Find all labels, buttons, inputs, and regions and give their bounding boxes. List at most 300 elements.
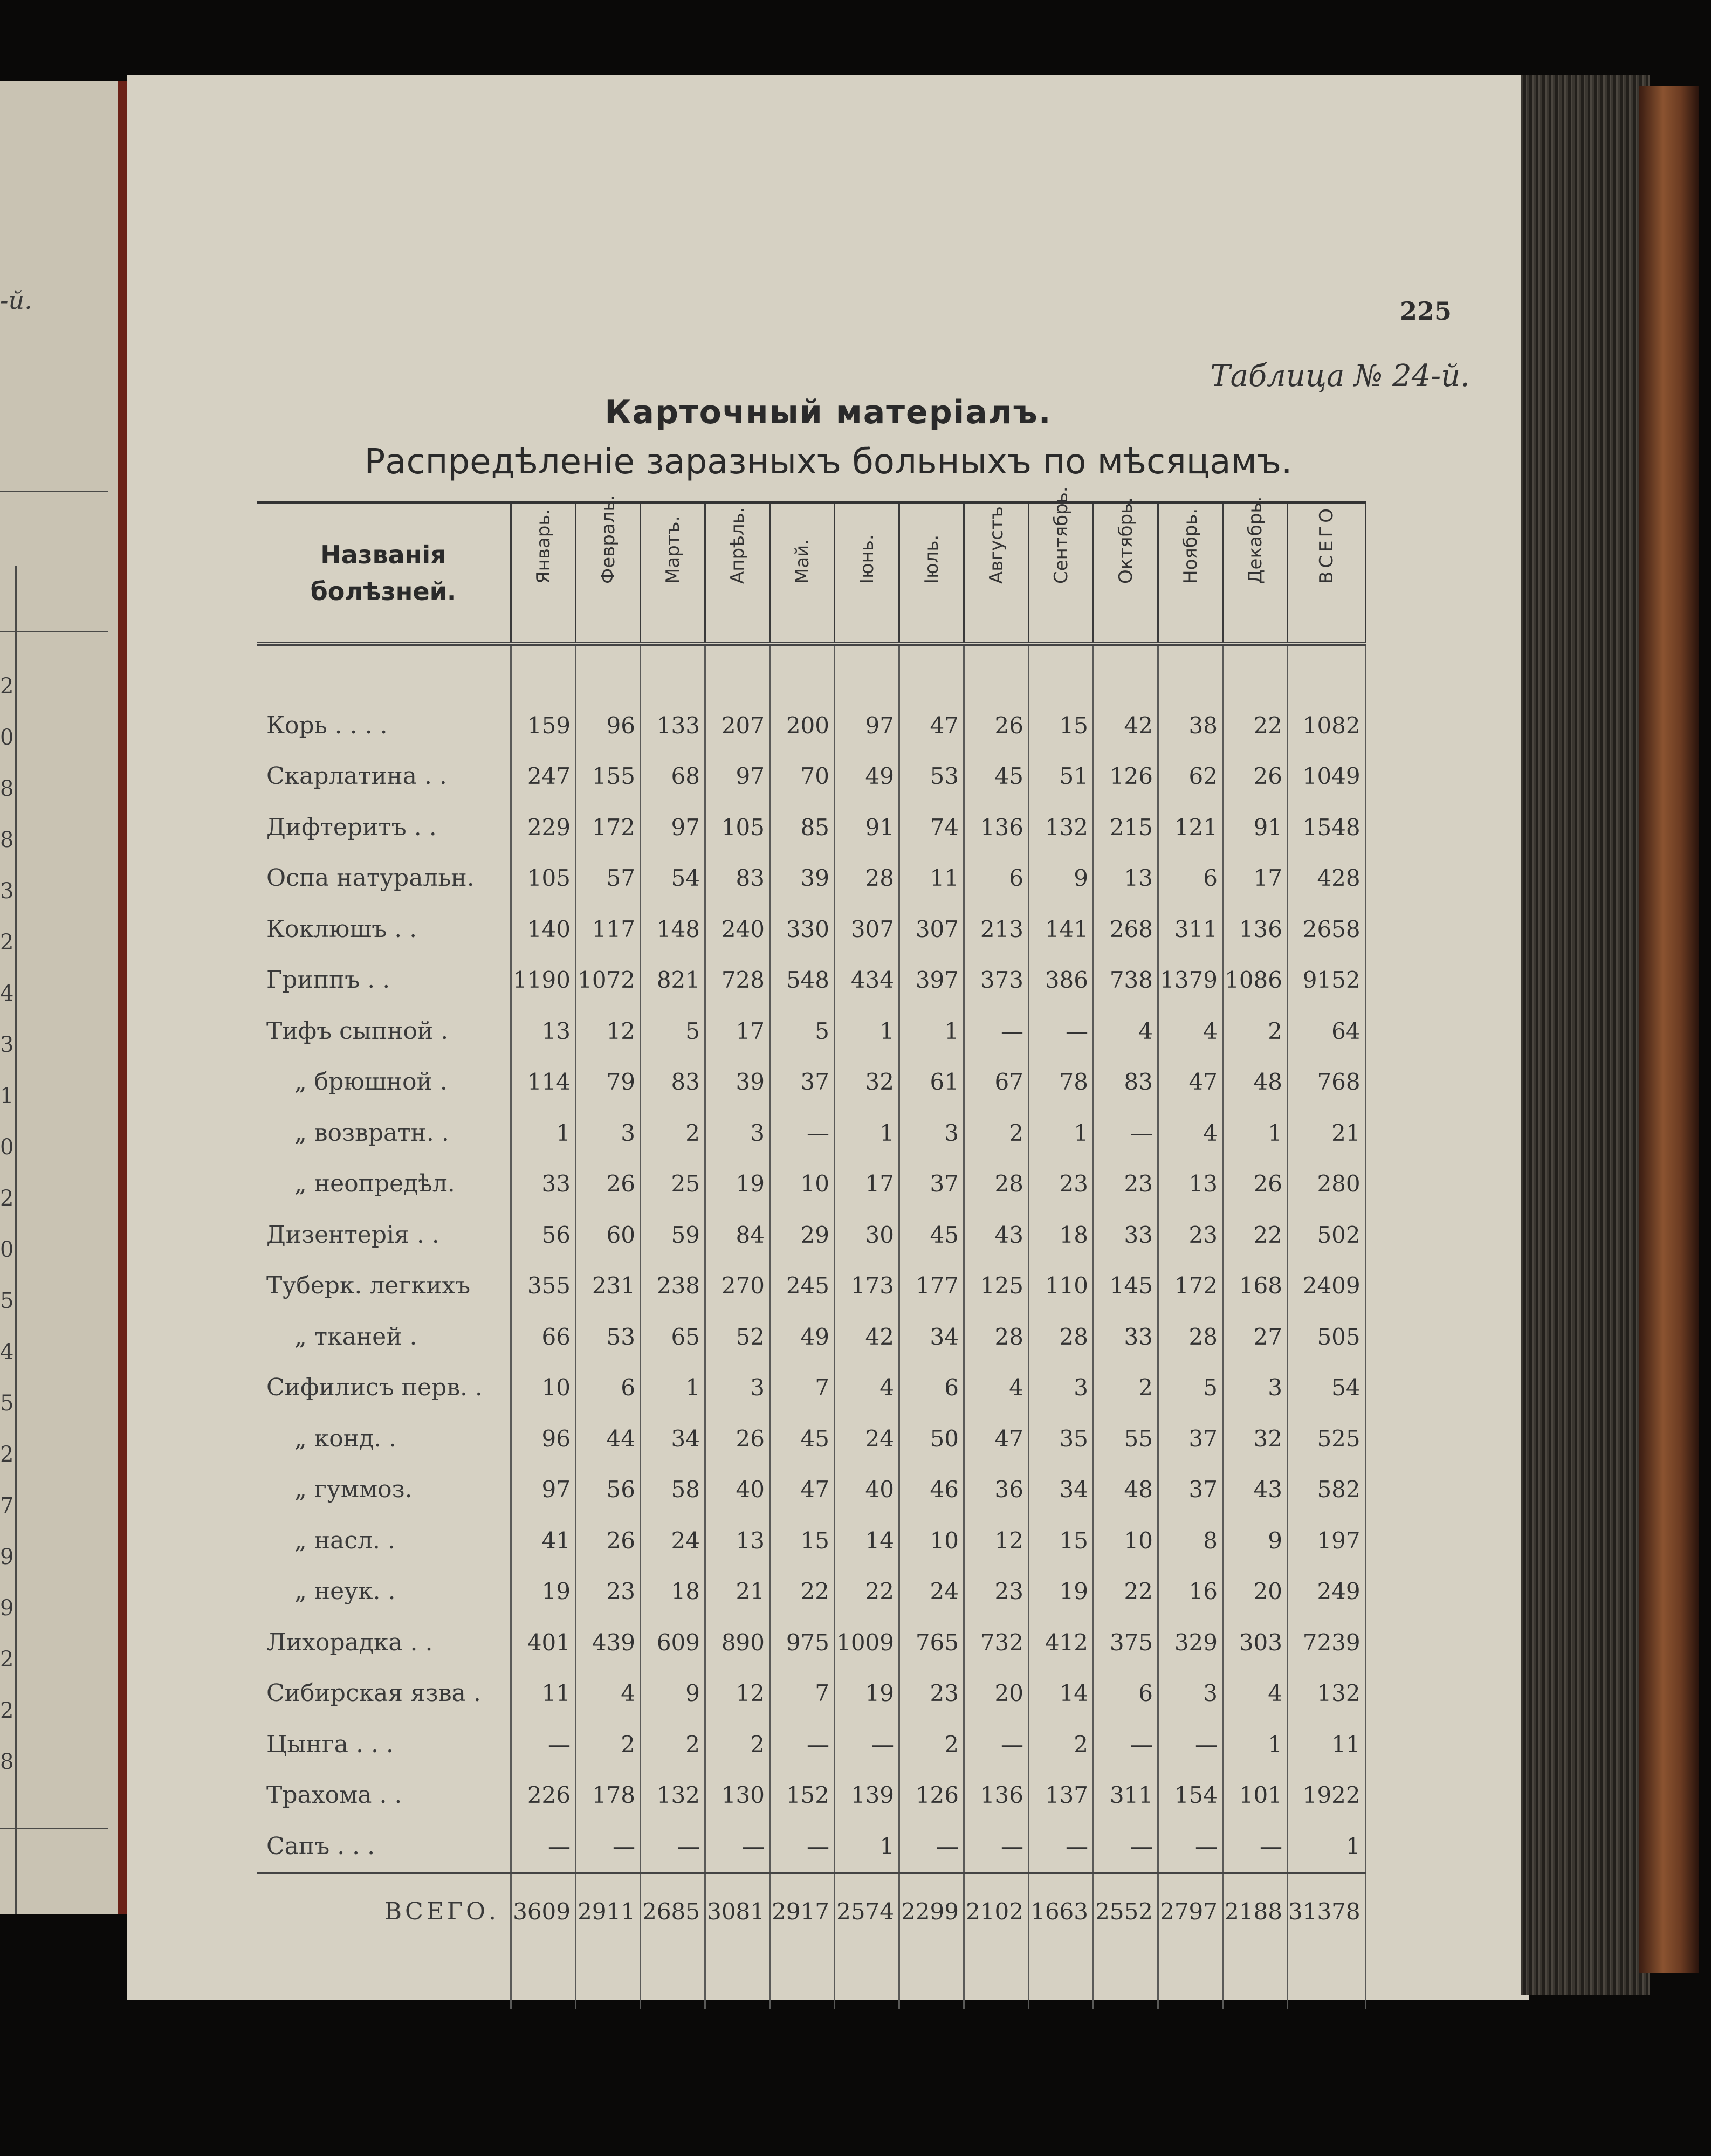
month-value: 10 — [770, 1159, 835, 1210]
month-value: 3 — [1223, 1362, 1288, 1414]
month-value: 226 — [511, 1770, 576, 1821]
month-total: 3081 — [705, 1873, 770, 1950]
month-value: 22 — [835, 1566, 899, 1617]
page-number: 225 — [1400, 297, 1452, 326]
left-page-digit: 4 — [0, 981, 14, 1006]
page-subtitle: Распредѣленіе заразныхъ больныхъ по мѣсяцамъ. — [364, 442, 1293, 482]
month-value: 133 — [641, 700, 705, 751]
disease-name: „ неук. . — [294, 1578, 396, 1606]
disease-name: Тифъ сыпной . — [266, 1017, 449, 1045]
month-value: 2 — [576, 1719, 641, 1770]
month-total: 2911 — [576, 1873, 641, 1950]
month-value: — — [770, 1107, 835, 1159]
disease-name: Сапъ . . . — [266, 1832, 375, 1860]
month-value: 68 — [641, 751, 705, 802]
row-total: 502 — [1288, 1209, 1366, 1260]
spacer-cell — [257, 644, 511, 700]
month-value: 23 — [576, 1566, 641, 1617]
month-value: 1 — [835, 1005, 899, 1057]
month-value: 329 — [1158, 1617, 1223, 1668]
month-value: 12 — [705, 1668, 770, 1719]
month-value: 401 — [511, 1617, 576, 1668]
month-value: 4 — [1158, 1107, 1223, 1159]
spacer-cell — [1223, 644, 1288, 700]
month-value: 38 — [1158, 700, 1223, 751]
left-page-rule — [0, 491, 108, 492]
month-value: 61 — [899, 1057, 964, 1108]
month-value: 4 — [964, 1362, 1029, 1414]
left-page-digit: 2 — [0, 1442, 14, 1467]
month-total: 1663 — [1029, 1873, 1094, 1950]
month-value: 148 — [641, 904, 705, 955]
row-total: 54 — [1288, 1362, 1366, 1414]
month-value: 7 — [770, 1362, 835, 1414]
month-value: 2 — [641, 1719, 705, 1770]
month-value: 40 — [705, 1464, 770, 1516]
month-value: 56 — [576, 1464, 641, 1516]
disease-name: Лихорадка . . — [266, 1628, 433, 1656]
disease-name: Туберк. легкихъ — [266, 1272, 471, 1300]
month-value: 1 — [1223, 1107, 1288, 1159]
row-total: 1 — [1288, 1821, 1366, 1873]
month-value: 67 — [964, 1057, 1029, 1108]
month-value: 48 — [1094, 1464, 1158, 1516]
month-value: — — [899, 1821, 964, 1873]
month-value: 229 — [511, 802, 576, 853]
month-value: 25 — [641, 1159, 705, 1210]
month-value: 355 — [511, 1260, 576, 1312]
month-value: 41 — [511, 1515, 576, 1566]
month-value: 172 — [1158, 1260, 1223, 1312]
disease-table-container — [257, 486, 1492, 2009]
disease-name: „ конд. . — [294, 1424, 397, 1452]
month-value: 54 — [641, 853, 705, 904]
month-value: 268 — [1094, 904, 1158, 955]
month-value: 83 — [641, 1057, 705, 1108]
row-total: 2409 — [1288, 1260, 1366, 1312]
month-value: 47 — [770, 1464, 835, 1516]
month-value: 439 — [576, 1617, 641, 1668]
month-value: 56 — [511, 1209, 576, 1260]
month-value: 6 — [964, 853, 1029, 904]
month-value: 40 — [835, 1464, 899, 1516]
month-value: — — [705, 1821, 770, 1873]
spacer-cell — [641, 644, 705, 700]
month-value: — — [641, 1821, 705, 1873]
month-value: 29 — [770, 1209, 835, 1260]
month-header-label: Апрѣль. — [726, 507, 748, 584]
spacer-cell — [1288, 1950, 1366, 2009]
month-value: 24 — [835, 1413, 899, 1464]
spacer-cell — [835, 1950, 899, 2009]
disease-name: Цынга . . . — [266, 1730, 394, 1758]
spacer-cell — [899, 644, 964, 700]
table-row — [257, 1159, 1365, 1210]
month-value: — — [1158, 1719, 1223, 1770]
month-value: 15 — [1029, 700, 1094, 751]
month-value: 140 — [511, 904, 576, 955]
row-total: 428 — [1288, 853, 1366, 904]
month-value: 57 — [576, 853, 641, 904]
month-value: 4 — [1094, 1005, 1158, 1057]
month-value: 125 — [964, 1260, 1029, 1312]
month-value: 137 — [1029, 1770, 1094, 1821]
month-value: 35 — [1029, 1413, 1094, 1464]
month-value: 27 — [1223, 1311, 1288, 1362]
disease-name: „ гуммоз. — [294, 1476, 413, 1504]
month-value: 386 — [1029, 955, 1094, 1006]
month-value: 141 — [1029, 904, 1094, 955]
month-value: 83 — [705, 853, 770, 904]
month-value: — — [576, 1821, 641, 1873]
month-value: 173 — [835, 1260, 899, 1312]
month-value: 20 — [964, 1668, 1029, 1719]
month-value: 765 — [899, 1617, 964, 1668]
left-page-digit: 8 — [0, 776, 14, 801]
left-page-heading-fragment: -й. — [0, 286, 32, 315]
month-value: 136 — [1223, 904, 1288, 955]
table-tail-row — [257, 1950, 1365, 2009]
month-value: 126 — [1094, 751, 1158, 802]
disease-name: „ брюшной . — [294, 1068, 448, 1096]
month-value: 177 — [899, 1260, 964, 1312]
spacer-cell — [1223, 1950, 1288, 2009]
month-value: — — [1094, 1821, 1158, 1873]
month-value: 96 — [511, 1413, 576, 1464]
month-value: 19 — [705, 1159, 770, 1210]
month-value: 1 — [899, 1005, 964, 1057]
month-value: 6 — [899, 1362, 964, 1414]
month-value: 397 — [899, 955, 964, 1006]
month-value: 3 — [705, 1107, 770, 1159]
month-value: 19 — [835, 1668, 899, 1719]
month-value: 117 — [576, 904, 641, 955]
month-value: 26 — [1223, 751, 1288, 802]
month-value: 178 — [576, 1770, 641, 1821]
month-value: 2 — [899, 1719, 964, 1770]
month-value: 28 — [964, 1159, 1029, 1210]
month-value: 15 — [1029, 1515, 1094, 1566]
month-value: 114 — [511, 1057, 576, 1108]
month-value: — — [1094, 1107, 1158, 1159]
month-value: — — [1094, 1719, 1158, 1770]
month-value: 4 — [576, 1668, 641, 1719]
month-value: 53 — [899, 751, 964, 802]
spacer-cell — [1094, 644, 1158, 700]
month-value: 23 — [964, 1566, 1029, 1617]
month-value: 32 — [1223, 1413, 1288, 1464]
month-value: 19 — [511, 1566, 576, 1617]
month-header — [641, 503, 705, 644]
month-value: 6 — [576, 1362, 641, 1414]
month-value: 22 — [1223, 1209, 1288, 1260]
month-value: 3 — [1158, 1668, 1223, 1719]
month-value: 26 — [576, 1515, 641, 1566]
month-value: 13 — [511, 1005, 576, 1057]
month-value: 60 — [576, 1209, 641, 1260]
month-header-label: Августъ — [985, 506, 1007, 584]
month-value: 231 — [576, 1260, 641, 1312]
month-value: 375 — [1094, 1617, 1158, 1668]
row-total: 21 — [1288, 1107, 1366, 1159]
month-value: 14 — [835, 1515, 899, 1566]
month-total: 2188 — [1223, 1873, 1288, 1950]
month-value: 78 — [1029, 1057, 1094, 1108]
left-page-table-line — [15, 566, 17, 1914]
table-row — [257, 1515, 1365, 1566]
left-page-digit: 7 — [0, 1493, 14, 1518]
month-value: 9 — [641, 1668, 705, 1719]
month-value: 66 — [511, 1311, 576, 1362]
month-total: 2552 — [1094, 1873, 1158, 1950]
table-row — [257, 700, 1365, 751]
month-value: 18 — [641, 1566, 705, 1617]
month-value: 85 — [770, 802, 835, 853]
month-value: 39 — [705, 1057, 770, 1108]
month-value: — — [1223, 1821, 1288, 1873]
month-value: 1 — [1029, 1107, 1094, 1159]
table-row — [257, 1057, 1365, 1108]
month-value: 62 — [1158, 751, 1223, 802]
month-value: 154 — [1158, 1770, 1223, 1821]
month-value: 28 — [835, 853, 899, 904]
disease-name: Скарлатина . . — [266, 762, 447, 790]
month-value: 37 — [1158, 1464, 1223, 1516]
page-stack-edges — [1521, 75, 1650, 1995]
month-value: 15 — [770, 1515, 835, 1566]
month-value: 110 — [1029, 1260, 1094, 1312]
left-page-digit: 2 — [0, 1698, 14, 1723]
table-body — [257, 644, 1365, 2009]
disease-name: Корь . . . . — [266, 711, 388, 739]
row-total: 1082 — [1288, 700, 1366, 751]
left-page-digit: 8 — [0, 1749, 14, 1774]
month-total: 2574 — [835, 1873, 899, 1950]
month-value: 3 — [705, 1362, 770, 1414]
month-value: 311 — [1094, 1770, 1158, 1821]
month-value: 136 — [964, 1770, 1029, 1821]
month-value: 139 — [835, 1770, 899, 1821]
month-value: 97 — [641, 802, 705, 853]
month-value: 172 — [576, 802, 641, 853]
month-value: 6 — [1158, 853, 1223, 904]
disease-name: Дизентерія . . — [266, 1221, 439, 1249]
table-row — [257, 1770, 1365, 1821]
table-row — [257, 1719, 1365, 1770]
month-value: — — [770, 1719, 835, 1770]
month-value: 1086 — [1223, 955, 1288, 1006]
row-total: 505 — [1288, 1311, 1366, 1362]
month-value: 84 — [705, 1209, 770, 1260]
month-value: 738 — [1094, 955, 1158, 1006]
month-value: 548 — [770, 955, 835, 1006]
month-value: 12 — [964, 1515, 1029, 1566]
month-value: — — [964, 1821, 1029, 1873]
disease-month-table — [257, 486, 1366, 2009]
disease-name: Трахома . . — [266, 1781, 402, 1809]
month-value: 21 — [705, 1566, 770, 1617]
month-header — [964, 503, 1029, 644]
table-row — [257, 1311, 1365, 1362]
table-row — [257, 1107, 1365, 1159]
table-row — [257, 955, 1365, 1006]
month-value: 2 — [964, 1107, 1029, 1159]
month-value: 7 — [770, 1668, 835, 1719]
month-value: 26 — [1223, 1159, 1288, 1210]
month-header — [705, 503, 770, 644]
disease-name: Коклюшъ . . — [266, 915, 417, 943]
totals-label: ВСЕГО. — [257, 1873, 511, 1950]
month-value: 34 — [641, 1413, 705, 1464]
spacer-cell — [899, 1950, 964, 2009]
spacer-cell — [257, 1950, 511, 2009]
month-value: 373 — [964, 955, 1029, 1006]
month-value: 10 — [1094, 1515, 1158, 1566]
month-value: 13 — [1158, 1159, 1223, 1210]
month-value: 975 — [770, 1617, 835, 1668]
month-value: 101 — [1223, 1770, 1288, 1821]
month-value: 3 — [899, 1107, 964, 1159]
month-value: 245 — [770, 1260, 835, 1312]
table-row — [257, 904, 1365, 955]
total-header — [1288, 495, 1366, 644]
month-value: 59 — [641, 1209, 705, 1260]
month-header-label: Мартъ. — [662, 515, 684, 584]
month-value: 132 — [1029, 802, 1094, 853]
month-value: 42 — [1094, 700, 1158, 751]
month-value: 49 — [835, 751, 899, 802]
row-total: 197 — [1288, 1515, 1366, 1566]
month-value: — — [835, 1719, 899, 1770]
table-row — [257, 1617, 1365, 1668]
month-value: 47 — [1158, 1057, 1223, 1108]
left-page-digit: 0 — [0, 1237, 14, 1262]
month-value: 728 — [705, 955, 770, 1006]
disease-name: „ возвратн. . — [294, 1119, 449, 1147]
month-value: 23 — [899, 1668, 964, 1719]
month-value: 17 — [1223, 853, 1288, 904]
month-value: 1 — [835, 1107, 899, 1159]
month-header — [1223, 496, 1288, 644]
month-value: 4 — [1158, 1005, 1223, 1057]
month-value: 28 — [964, 1311, 1029, 1362]
month-value: 8 — [1158, 1515, 1223, 1566]
month-value: 307 — [899, 904, 964, 955]
month-value: 34 — [899, 1311, 964, 1362]
month-value: 5 — [641, 1005, 705, 1057]
left-page-digit: 5 — [0, 1391, 14, 1416]
month-value: 200 — [770, 700, 835, 751]
month-total: 2797 — [1158, 1873, 1223, 1950]
month-value: — — [964, 1719, 1029, 1770]
left-page-digit: 2 — [0, 1647, 14, 1672]
month-value: 45 — [964, 751, 1029, 802]
spacer-cell — [705, 1950, 770, 2009]
disease-name-header: Названія болѣзней. — [257, 503, 511, 644]
month-value: 2 — [705, 1719, 770, 1770]
totals-row — [257, 1873, 1365, 1950]
month-total: 2102 — [964, 1873, 1029, 1950]
month-value: 207 — [705, 700, 770, 751]
month-header-label: Іюль. — [920, 534, 943, 584]
table-row — [257, 1362, 1365, 1414]
month-value: 22 — [1223, 700, 1288, 751]
table-number: Таблица № 24-й. — [1210, 359, 1470, 394]
month-value: 96 — [576, 700, 641, 751]
month-value: 5 — [1158, 1362, 1223, 1414]
spacer-cell — [964, 1950, 1029, 2009]
book-page — [127, 75, 1529, 2000]
spacer-cell — [1094, 1950, 1158, 2009]
month-header-label: Ноябрь. — [1179, 508, 1201, 584]
month-value: 213 — [964, 904, 1029, 955]
row-total: 768 — [1288, 1057, 1366, 1108]
row-total: 132 — [1288, 1668, 1366, 1719]
month-value: 11 — [511, 1668, 576, 1719]
spacer-cell — [770, 644, 835, 700]
month-value: 159 — [511, 700, 576, 751]
month-header — [1094, 497, 1158, 644]
month-value: 105 — [705, 802, 770, 853]
spacer-cell — [1158, 644, 1223, 700]
month-value: 34 — [1029, 1464, 1094, 1516]
month-value: 44 — [576, 1413, 641, 1464]
month-total: 3609 — [511, 1873, 576, 1950]
month-value: 13 — [705, 1515, 770, 1566]
month-value: 136 — [964, 802, 1029, 853]
month-value: 23 — [1029, 1159, 1094, 1210]
spacer-cell — [705, 644, 770, 700]
month-value: 12 — [576, 1005, 641, 1057]
month-value: 6 — [1094, 1668, 1158, 1719]
spacer-cell — [511, 644, 576, 700]
month-value: 311 — [1158, 904, 1223, 955]
table-spacer-row — [257, 644, 1365, 700]
month-value: 97 — [835, 700, 899, 751]
left-page-digit: 2 — [0, 674, 14, 699]
month-value: 307 — [835, 904, 899, 955]
left-page-digit: 0 — [0, 1135, 14, 1160]
left-page-digit: 4 — [0, 1340, 14, 1365]
grand-total: 31378 — [1288, 1873, 1366, 1950]
month-header-label: Февраль. — [597, 494, 619, 584]
month-value: 5 — [770, 1005, 835, 1057]
left-page-digit: 8 — [0, 828, 14, 852]
row-total: 2658 — [1288, 904, 1366, 955]
month-value: 30 — [835, 1209, 899, 1260]
month-header — [835, 503, 899, 644]
month-value: 51 — [1029, 751, 1094, 802]
month-value: 13 — [1094, 853, 1158, 904]
left-page-digit: 0 — [0, 725, 14, 750]
month-value: 79 — [576, 1057, 641, 1108]
month-value: 168 — [1223, 1260, 1288, 1312]
month-header-label: Май. — [791, 539, 813, 584]
month-value: 17 — [705, 1005, 770, 1057]
month-value: 4 — [1223, 1668, 1288, 1719]
month-value: 132 — [641, 1770, 705, 1821]
table-row — [257, 802, 1365, 853]
month-value: 240 — [705, 904, 770, 955]
month-value: 152 — [770, 1770, 835, 1821]
table-row — [257, 1413, 1365, 1464]
table-row — [257, 853, 1365, 904]
month-value: 97 — [705, 751, 770, 802]
month-header-label: Октябрь. — [1115, 497, 1137, 584]
row-total: 1548 — [1288, 802, 1366, 853]
row-total: 11 — [1288, 1719, 1366, 1770]
month-value: — — [1158, 1821, 1223, 1873]
